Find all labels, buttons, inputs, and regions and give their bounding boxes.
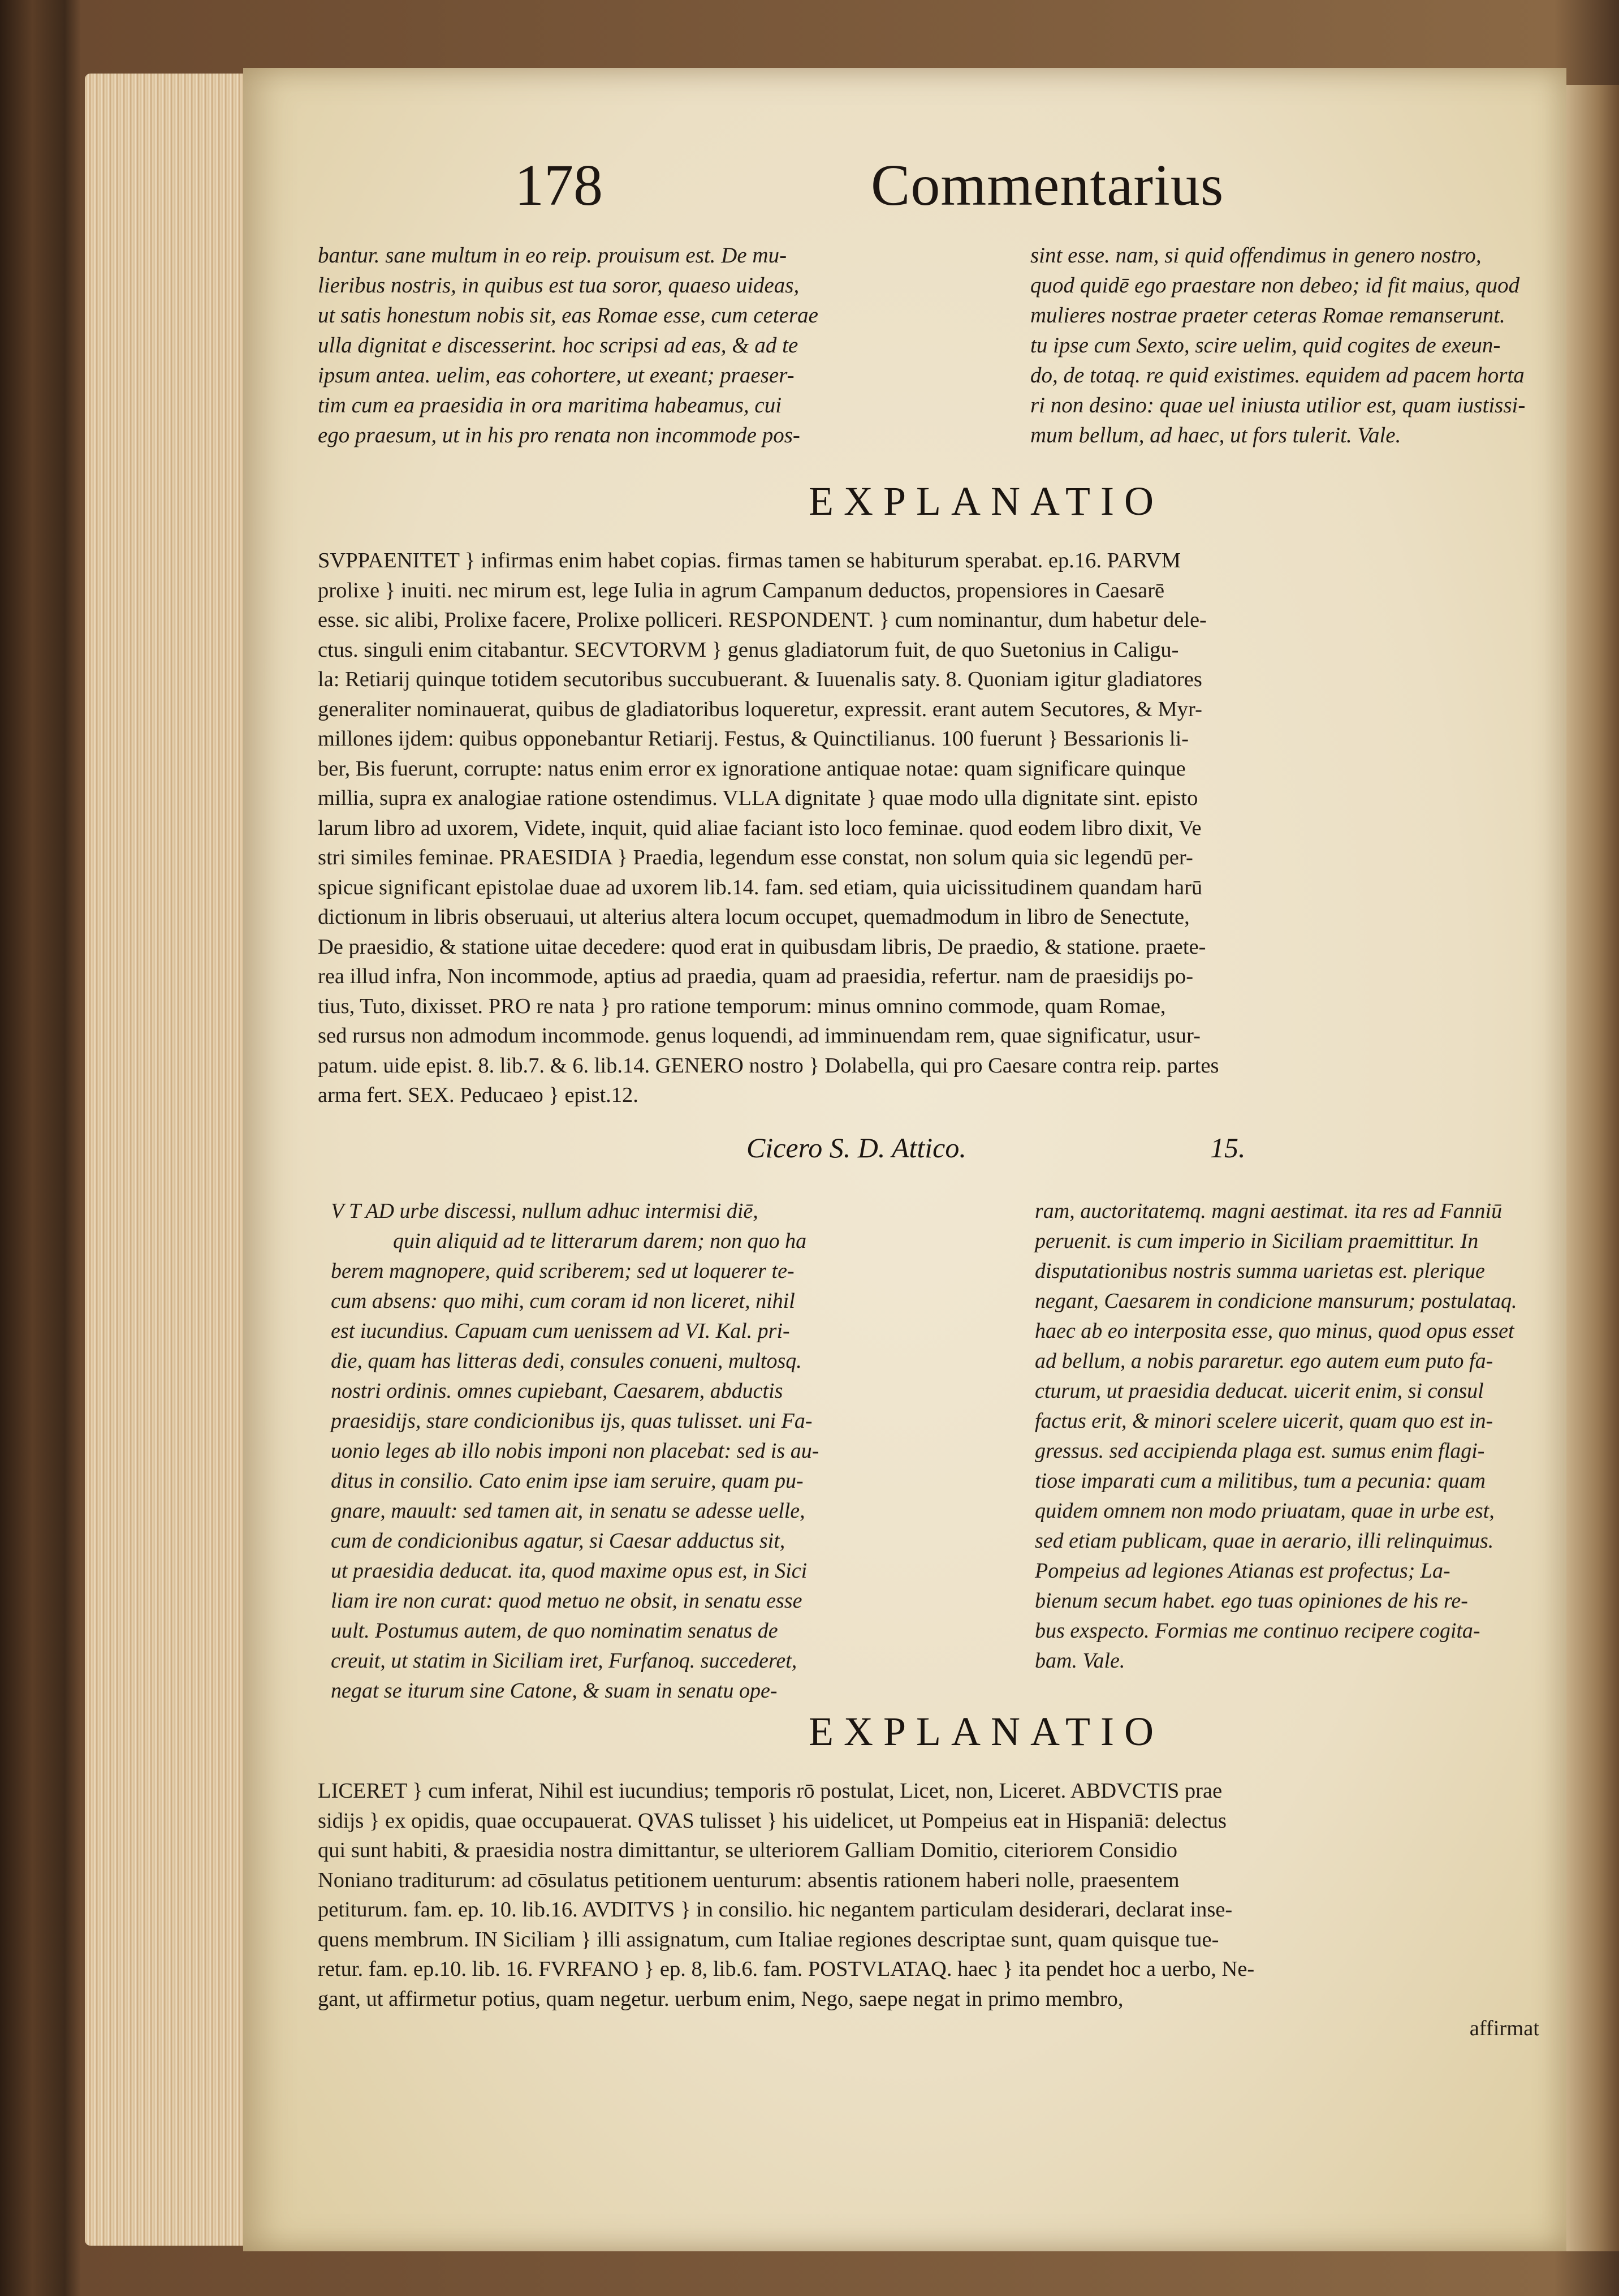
text-line: cum absens: quo mihi, cum coram id non liceret, nihil: [331, 1289, 795, 1313]
text-line: sint esse. nam, si quid offendimus in genero nostro,: [1030, 243, 1482, 268]
explanation-2-text: [318, 1776, 1556, 2044]
text-line: bantur. sane multum in eo reip. prouisum est. De mu-: [318, 243, 787, 268]
text-line: bienum secum habet. ego tuas opiniones de his re-: [1035, 1589, 1468, 1613]
text-line: V T AD urbe discessi, nullum adhuc intermisi diē,: [331, 1199, 758, 1223]
text-line: cturum, ut praesidia deducat. uicerit enim, si consul: [1035, 1379, 1484, 1403]
text-line: LICERET } cum inferat, Nihil est iucundius; temporis rō postulat, Licet, non, Liceret. ABDVCTIS prae: [318, 1779, 1223, 1803]
text-line: generaliter nominauerat, quibus de gladiatoribus loqueretur, expressit. erant autem Secutores, & Myr-: [318, 697, 1202, 721]
text-line: mulieres nostrae praeter ceteras Romae remanserunt.: [1030, 303, 1505, 328]
page-number: 178: [515, 153, 603, 218]
text-line: bam. Vale.: [1035, 1649, 1125, 1673]
letter-salutation: Cicero S. D. Attico.: [746, 1132, 966, 1164]
text-line: ctus. singuli enim citabantur. SECVTORVM } genus gladiatorum fuit, de quo Suetonius in Caligu-: [318, 637, 1179, 662]
text-line: retur. fam. ep.10. lib. 16. FVRFANO } ep. 8, lib.6. fam. POSTVLATAQ. haec } ita pendet hoc a uerbo, Ne-: [318, 1957, 1255, 1981]
text-line: ditus in consilio. Cato enim ipse iam seruire, quam pu-: [331, 1469, 804, 1493]
letter-14-left-column: [318, 240, 1005, 450]
catchword: affirmat: [1469, 2017, 1539, 2040]
text-line: ber, Bis fuerunt, corrupte: natus enim error ex ignoratione antiquae notae: quam significare quinque: [318, 756, 1186, 781]
text-line: negat se iturum sine Catone, & suam in senatu ope-: [331, 1679, 778, 1703]
text-line: SVPPAENITET } infirmas enim habet copias. firmas tamen se habiturum sperabat. ep.16. PARVM: [318, 549, 1181, 572]
text-line: gant, ut affirmetur potius, quam negetur. uerbum enim, Nego, saepe negat in primo membro,: [318, 1987, 1124, 2011]
text-line: tiose imparati cum a militibus, tum a pecunia: quam: [1035, 1469, 1486, 1493]
text-line: ut satis honestum nobis sit, eas Romae esse, cum ceterae: [318, 303, 818, 328]
text-line: spicue significant epistolae duae ad uxorem lib.14. fam. sed etiam, quia uicissitudinem quandam harū: [318, 875, 1203, 899]
text-line: Noniano traditurum: ad cōsulatus petitionem uenturum: absentis rationem haberi nolle, praesentem: [318, 1868, 1180, 1892]
letter-15-left-column: [331, 1196, 1009, 1706]
text-line: berem magnopere, quid scriberem; sed ut loquerer te-: [331, 1259, 795, 1283]
text-line: ad bellum, a nobis pararetur. ego autem eum puto fa-: [1035, 1349, 1493, 1373]
section-title-explanatio-2: EXPLANATIO: [809, 1709, 1164, 1754]
text-line: do, de totaq. re quid existimes. equidem ad pacem horta: [1030, 363, 1525, 387]
text-line: haec ab eo interposita esse, quo minus, quod opus esset: [1035, 1319, 1514, 1343]
text-line: uonio leges ab illo nobis imponi non placebat: sed is au-: [331, 1439, 819, 1463]
text-line: arma fert. SEX. Peducaeo } epist.12.: [318, 1083, 638, 1107]
text-line: lieribus nostris, in quibus est tua soror, quaeso uideas,: [318, 273, 800, 298]
text-line: quidem omnem non modo priuatam, quae in urbe est,: [1035, 1499, 1495, 1523]
text-line: quens membrum. IN Siciliam } illi assignatum, cum Italiae regiones descriptae sunt, quam quisque tue-: [318, 1927, 1219, 1952]
text-line: esse. sic alibi, Prolixe facere, Prolixe polliceri. RESPONDENT. } cum nominantur, dum habetur dele-: [318, 608, 1207, 632]
text-line: negant, Caesarem in condicione mansurum; postulataq.: [1035, 1289, 1517, 1313]
text-line: sed rursus non admodum incommode. genus loquendi, ad imminuendam rem, quae significatur, usur-: [318, 1024, 1201, 1048]
text-line: petiturum. fam. ep. 10. lib.16. AVDITVS } in consilio. hic negantem particulam desiderari, declarat inse-: [318, 1898, 1233, 1922]
text-line: ram, auctoritatemq. magni aestimat. ita res ad Fanniū: [1035, 1199, 1503, 1223]
text-line: larum libro ad uxorem, Videte, inquit, quid aliae faciant isto loco feminae. quod eodem libro dixit, Ve: [318, 816, 1202, 840]
text-line: rea illud infra, Non incommode, aptius ad praedia, quam ad praesidia, refertur. nam de praesidijs po-: [318, 964, 1194, 988]
text-line: dictionum in libris obseruaui, ut alterius altera locum occupet, quemadmodum in libro de Senectute,: [318, 905, 1190, 929]
text-line: sidijs } ex opidis, quae occupauerat. QVAS tulisset } his uidelicet, ut Pompeius eat in Hispaniā: delectus: [318, 1808, 1227, 1833]
text-line: disputationibus nostris summa uarietas est. plerique: [1035, 1259, 1485, 1283]
text-line: ri non desino: quae uel iniusta utilior est, quam iustissi-: [1030, 393, 1526, 417]
text-line: Pompeius ad legiones Atianas est profectus; La-: [1035, 1559, 1450, 1583]
text-line: nostri ordinis. omnes cupiebant, Caesarem, abductis: [331, 1379, 783, 1403]
text-line: tu ipse cum Sexto, scire uelim, quid cogites de exeun-: [1030, 333, 1501, 357]
letter-15-right-column: [1035, 1196, 1555, 1676]
facing-page-edge: [1566, 85, 1619, 2251]
text-line: ut praesidia deducat. ita, quod maxime opus est, in Sici: [331, 1559, 808, 1583]
text-line: millones ijdem: quibus opponebantur Retiarij. Festus, & Quinctilianus. 100 fuerunt } Bessarionis li-: [318, 727, 1189, 751]
text-line: tim cum ea praesidia in ora maritima habeamus, cui: [318, 393, 782, 417]
section-title-explanatio: EXPLANATIO: [809, 479, 1164, 524]
text-line: ulla dignitat e discesserint. hoc scripsi ad eas, & ad te: [318, 333, 798, 357]
text-line: bus exspecto. Formias me continuo recipere cogita-: [1035, 1619, 1480, 1643]
running-head: Commentarius: [871, 153, 1224, 218]
text-line: qui sunt habiti, & praesidia nostra dimittantur, se ulteriorem Galliam Domitio, citeriorem Considio: [318, 1838, 1177, 1862]
text-line: patum. uide epist. 8. lib.7. & 6. lib.14. GENERO nostro } Dolabella, qui pro Caesare contra reip. partes: [318, 1053, 1219, 1078]
page-header: [515, 152, 1306, 231]
page-edges: [85, 74, 249, 2246]
text-line: cum de condicionibus agatur, si Caesar adductus sit,: [331, 1529, 785, 1553]
text-line: tius, Tuto, dixisset. PRO re nata } pro ratione temporum: minus omnino commode, quam Romae,: [318, 994, 1166, 1018]
text-line: De praesidio, & statione uitae decedere: quod erat in quibusdam libris, De praedio, & statione. praete-: [318, 934, 1206, 959]
text-line: creuit, ut statim in Siciliam iret, Furfanoq. succederet,: [331, 1649, 797, 1673]
text-line: quod quidē ego praestare non debeo; id fit maius, quod: [1030, 273, 1520, 298]
text-line: factus erit, & minori scelere uicerit, quam quo est in-: [1035, 1409, 1493, 1433]
text-line: ego praesum, ut in his pro renata non incommode pos-: [318, 423, 800, 447]
text-line: prolixe } inuiti. nec mirum est, lege Iulia in agrum Campanum deductos, propensiores in Caesarē: [318, 578, 1165, 602]
text-line: stri similes feminae. PRAESIDIA } Praedia, legendum esse constat, non solum quia sic legendū per-: [318, 846, 1193, 869]
explanation-1-text: [318, 546, 1556, 1110]
text-line: mum bellum, ad haec, ut fors tulerit. Vale.: [1030, 423, 1401, 447]
text-line: quin aliquid ad te litterarum darem; non quo ha: [393, 1229, 807, 1253]
letter-14-right-column: [1030, 240, 1556, 450]
text-line: la: Retiarij quinque totidem secutoribus succubuerant. & Iuuenalis saty. 8. Quoniam igitur gladiatores: [318, 667, 1202, 691]
letter-number: 15.: [1210, 1132, 1246, 1164]
text-line: gnare, mauult: sed tamen ait, in senatu se adesse uelle,: [331, 1499, 805, 1523]
text-line: sed etiam publicam, quae in aerario, illi relinquimus.: [1035, 1529, 1494, 1553]
text-line: gressus. sed accipienda plaga est. sumus enim flagi-: [1035, 1439, 1485, 1463]
text-line: millia, supra ex analogiae ratione ostendimus. VLLA dignitate } quae modo ulla dignitate sint. episto: [318, 786, 1198, 810]
text-line: uult. Postumus autem, de quo nominatim senatus de: [331, 1619, 778, 1643]
text-line: peruenit. is cum imperio in Siciliam praemittitur. In: [1035, 1229, 1479, 1253]
text-line: liam ire non curat: quod metuo ne obsit, in senatu esse: [331, 1589, 802, 1613]
text-line: die, quam has litteras dedi, consules conueni, multosq.: [331, 1349, 802, 1373]
text-line: praesidijs, stare condicionibus ijs, quas tulisset. uni Fa-: [331, 1409, 813, 1433]
text-line: ipsum antea. uelim, eas cohortere, ut exeant; praeser-: [318, 363, 795, 387]
text-line: est iucundius. Capuam cum uenissem ad VI. Kal. pri-: [331, 1319, 790, 1343]
